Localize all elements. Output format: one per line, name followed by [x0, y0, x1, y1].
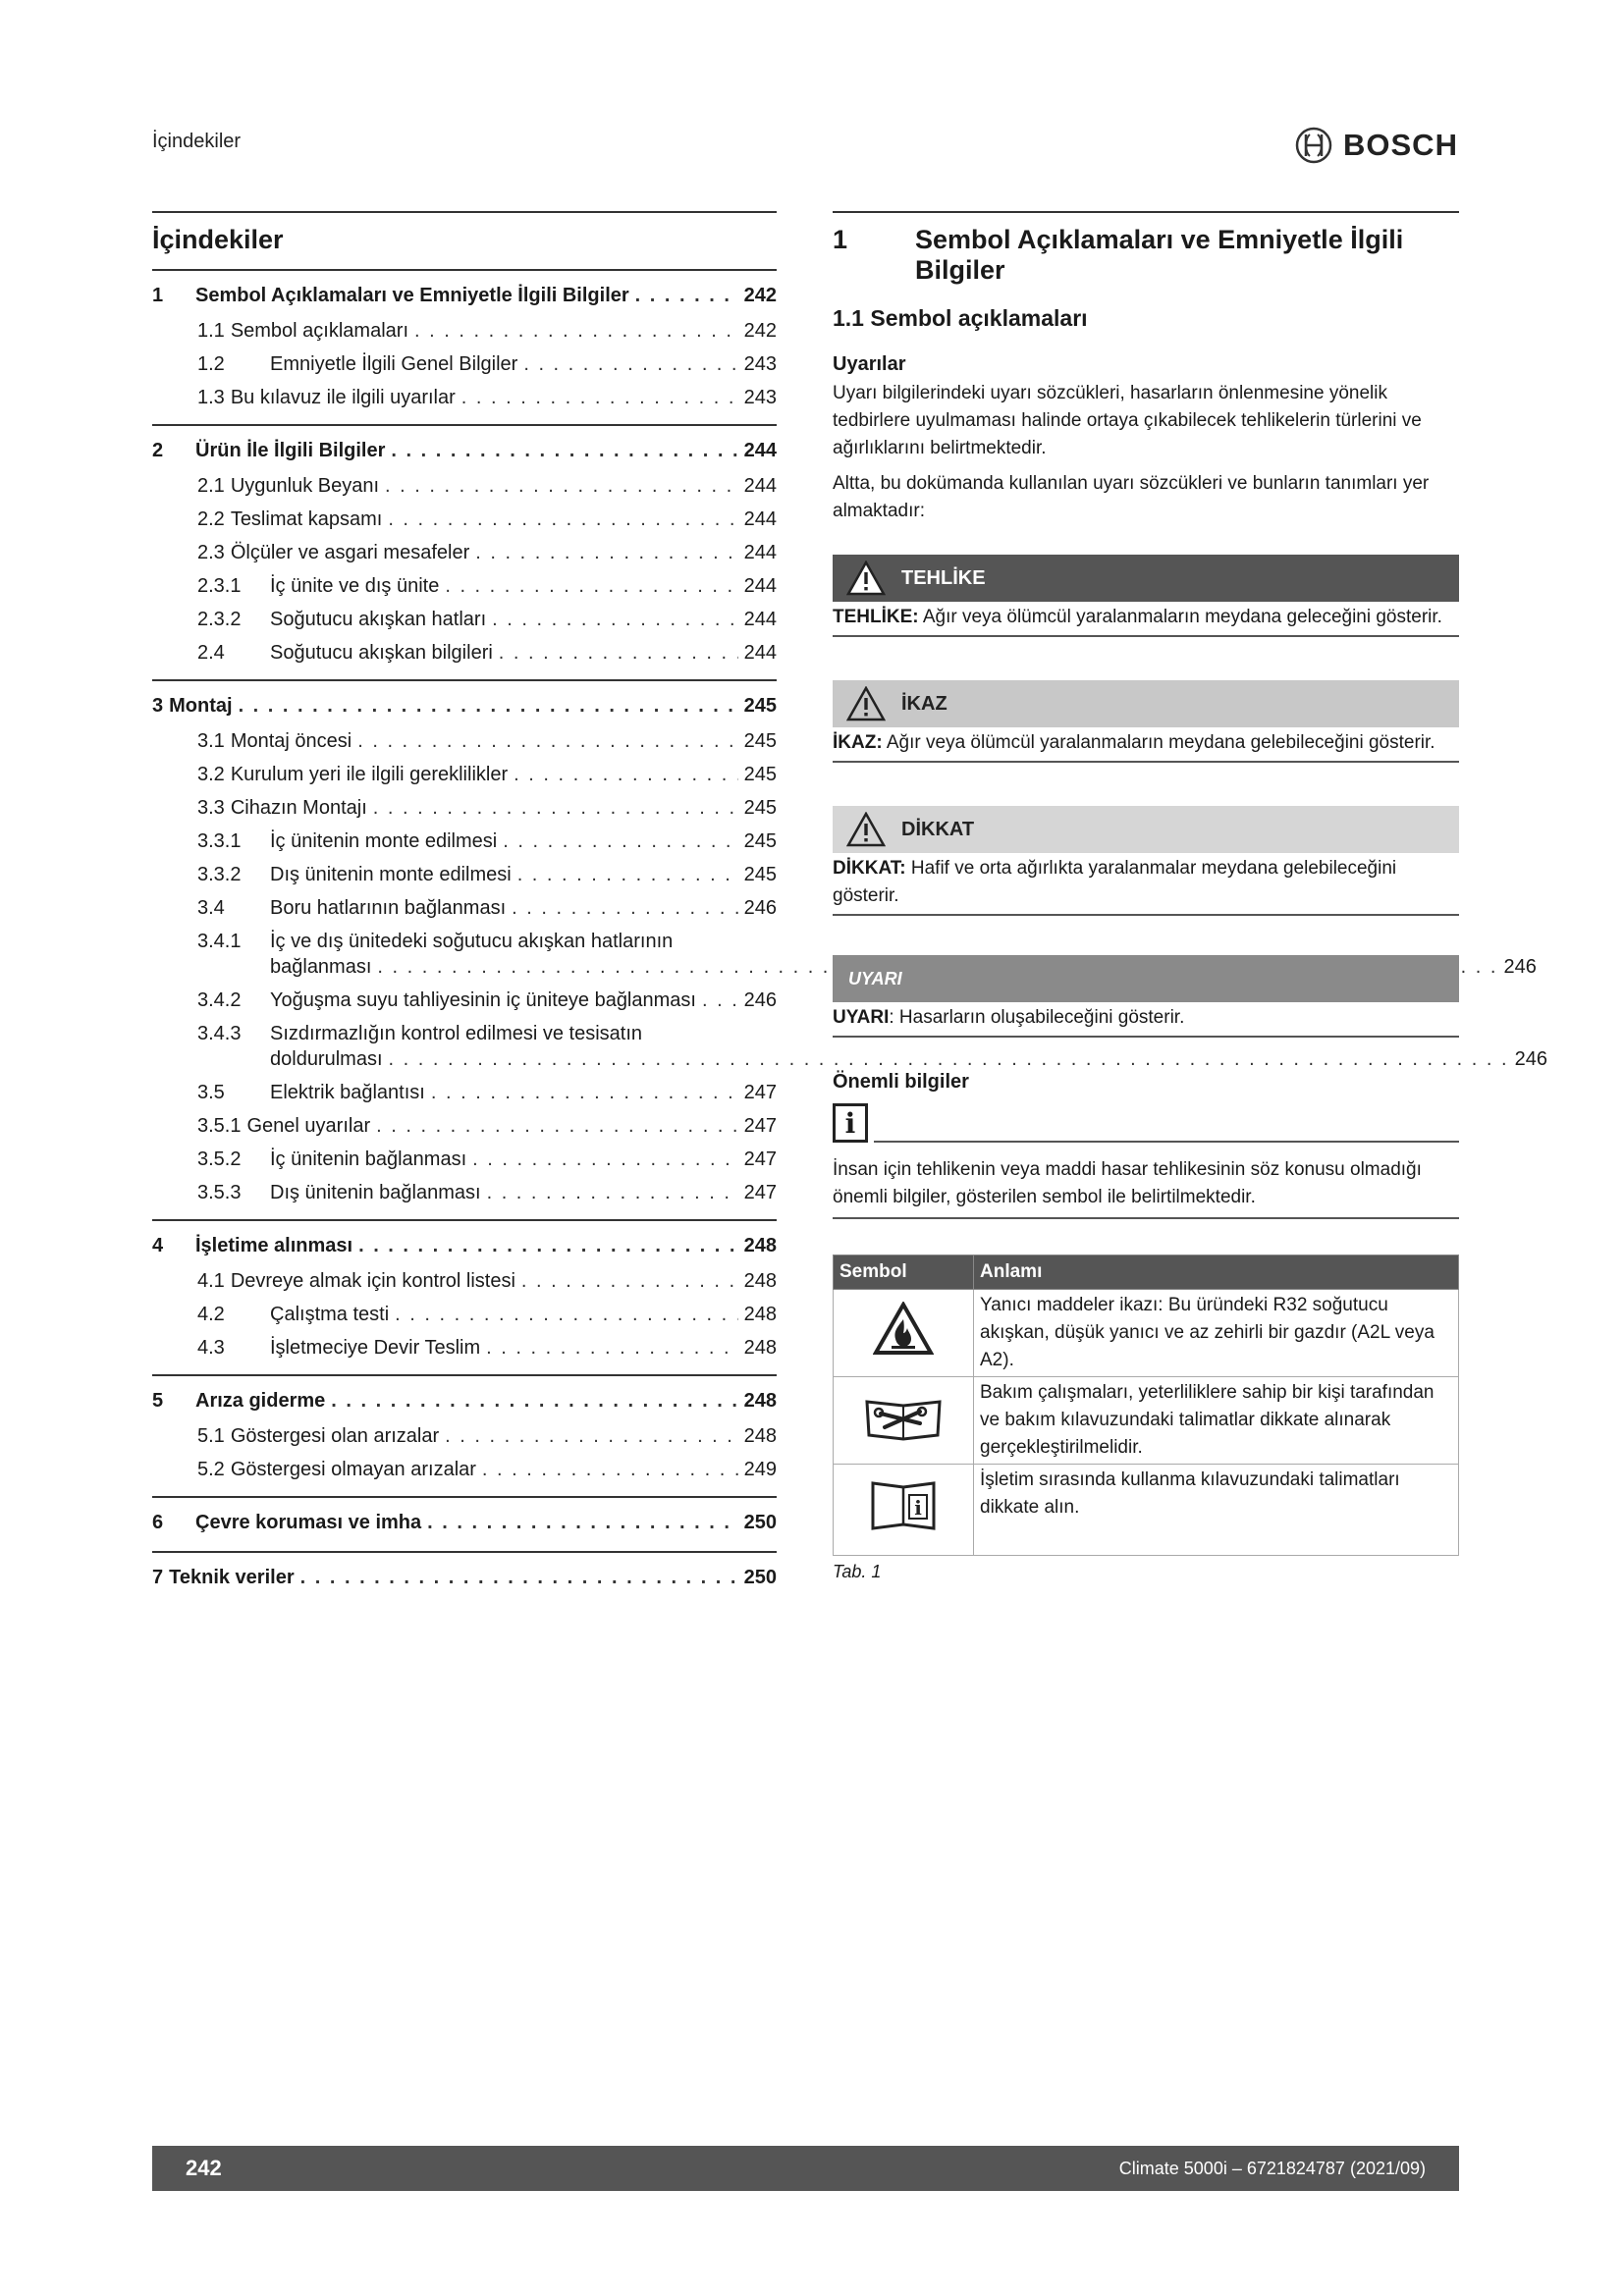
toc-section: [152, 1219, 777, 1374]
toc-page-number: 245: [743, 864, 777, 885]
dot-leader: [331, 1382, 737, 1419]
toc-page-number: 247: [743, 1115, 777, 1137]
toc-entry-title: Teslimat kapsamı: [230, 508, 383, 530]
toc-entry-number: 3.5: [197, 1082, 225, 1103]
toc-section-number: 7: [152, 1567, 164, 1588]
toc-entry-title: Genel uyarılar: [246, 1115, 371, 1137]
toc-entry-title: Soğutucu akışkan bilgileri: [270, 642, 493, 664]
dot-leader: [431, 1076, 738, 1109]
toc-page-number: 248: [743, 1270, 777, 1292]
toc-entry-number: 2.2: [197, 508, 225, 530]
toc-entry-title: İç ünite ve dış ünite: [270, 575, 440, 597]
toc-section-number: 2: [152, 440, 164, 461]
toc-entry-title: Devreye almak için kontrol listesi: [230, 1270, 515, 1292]
toc-page-number: 244: [743, 440, 777, 461]
table-row: [834, 1465, 1459, 1556]
dot-leader: [521, 1264, 738, 1298]
toc-entry-title: İç ünitenin monte edilmesi: [270, 830, 498, 852]
meaning-cell: Yanıcı maddeler ikazı: Bu üründeki R32 soğutucu akışkan, düşük yanıcı ve az zehirli bir gazdır (A2L veya A2).: [974, 1290, 1459, 1377]
toc-entry[interactable]: [152, 1453, 777, 1486]
warning-triangle-icon: [846, 812, 886, 847]
subsection-heading: 1.1 Sembol açıklamaları: [833, 305, 1088, 331]
toc-page-number: 248: [743, 1425, 777, 1447]
dot-leader: [388, 503, 737, 536]
toc-page-number: 248: [743, 1235, 777, 1256]
toc-entry[interactable]: [152, 724, 777, 758]
toc-page-number: 247: [743, 1182, 777, 1203]
dot-leader: [239, 687, 738, 724]
toc-entry-title: Uygunluk Beyanı: [230, 475, 380, 497]
dot-leader: [523, 347, 737, 381]
toc-heading: İçindekiler: [152, 225, 284, 254]
table-row: [834, 1377, 1459, 1465]
toc-entry-number: 3.2: [197, 764, 225, 785]
toc-entry-number: 3.3: [197, 797, 225, 819]
info-symbol-row: [833, 1103, 1459, 1143]
toc-entry[interactable]: [152, 1176, 777, 1209]
toc-entry-number: 2.4: [197, 642, 225, 664]
toc-section-title: Çevre koruması ve imha: [195, 1512, 422, 1533]
symbol-table: [833, 1255, 1459, 1556]
attention-key: DİKKAT:: [833, 858, 906, 879]
toc-page-number: 246: [1514, 1048, 1547, 1070]
toc-entry[interactable]: [152, 1143, 777, 1176]
attention-bar: [833, 806, 1459, 853]
toc-entry-title: Kurulum yeri ile ilgili gereklilikler: [230, 764, 509, 785]
warning-triangle-icon: [846, 686, 886, 721]
toc-entry-number: 2.1: [197, 475, 225, 497]
toc-entry[interactable]: [152, 1298, 777, 1331]
symbol-cell: [834, 1465, 974, 1556]
toc-section: [152, 269, 777, 424]
dot-leader: [702, 984, 738, 1017]
caution-text: [833, 727, 1459, 763]
toc-entry-number: 4.3: [197, 1337, 225, 1359]
toc-page-number: 244: [743, 609, 777, 630]
toc-entry-title: İç ünitenin bağlanması: [270, 1148, 467, 1170]
toc-entry-title: İşletmeciye Devir Teslim: [270, 1337, 481, 1359]
danger-key: TEHLİKE:: [833, 607, 919, 627]
toc-page-number: 243: [743, 353, 777, 375]
toc-section: [152, 1374, 777, 1496]
toc-page-number: 248: [743, 1337, 777, 1359]
attention-desc: Hafif ve orta ağırlıkta yaralanmalar meydana gelebileceğini gösterir.: [833, 858, 1397, 906]
col-meaning: Anlamı: [974, 1255, 1459, 1290]
toc-entry[interactable]: [152, 1419, 777, 1453]
toc-entry-title: İç ve dış ünitedeki soğutucu akışkan hatlarının: [270, 931, 674, 952]
toc-entry[interactable]: [152, 791, 777, 825]
toc-entry[interactable]: [152, 603, 777, 636]
toc-section-title: Arıza giderme: [195, 1390, 326, 1412]
toc-page-number: 245: [743, 764, 777, 785]
dot-leader: [461, 381, 738, 414]
svg-text:i: i: [914, 1495, 922, 1520]
toc-entry-title: Dış ünitenin monte edilmesi: [270, 864, 512, 885]
dot-leader: [512, 891, 737, 925]
dot-leader: [492, 603, 737, 636]
toc-section-heading[interactable]: [152, 1559, 777, 1596]
warning-triangle-icon: [846, 561, 886, 596]
dot-leader: [514, 758, 738, 791]
notice-text: [833, 1002, 1459, 1038]
attention-label: DİKKAT: [901, 818, 975, 840]
section-title: Sembol Açıklamaları ve Emniyetle İlgili Bilgiler: [915, 225, 1404, 285]
toc-entry-title: Dış ünitenin bağlanması: [270, 1182, 481, 1203]
notice-bar: UYARI: [833, 955, 1459, 1002]
toc-entry[interactable]: [152, 636, 777, 669]
toc-section-title: İşletime alınması: [195, 1235, 353, 1256]
toc-entry[interactable]: [152, 569, 777, 603]
toc-page-number: 244: [743, 508, 777, 530]
toc-section-number: 3: [152, 695, 164, 717]
brand-name: BOSCH: [1343, 128, 1458, 162]
toc-entry-number: 1.1: [197, 320, 225, 342]
toc-page-number: 247: [743, 1082, 777, 1103]
section-heading: [833, 225, 1459, 286]
service-manual-icon: [861, 1392, 946, 1441]
dot-leader: [517, 858, 738, 891]
attention-notice: [833, 806, 1459, 916]
symbol-explanations: [833, 211, 1459, 1582]
caution-notice: [833, 680, 1459, 763]
toc-entry-title: Soğutucu akışkan hatları: [270, 609, 487, 630]
toc-entry-number: 3.5.2: [197, 1148, 242, 1170]
toc-page-number: 246: [743, 897, 777, 919]
dot-leader: [472, 1143, 737, 1176]
danger-text: [833, 602, 1459, 637]
toc-entry-title: Montaj öncesi: [230, 730, 352, 752]
important-info-text: İnsan için tehlikenin veya maddi hasar tehlikesinin söz konusu olmadığı önemli bilgiler, gösterilen sembol ile belirtilmektedir.: [833, 1143, 1459, 1219]
symbol-cell: [834, 1377, 974, 1465]
toc-entry-number: 1.2: [197, 353, 225, 375]
col-symbol: Sembol: [834, 1255, 974, 1290]
toc-entry-title: Göstergesi olmayan arızalar: [230, 1459, 476, 1480]
toc-entry[interactable]: [152, 314, 777, 347]
toc-page-number: 250: [743, 1567, 777, 1588]
toc-page-number: 244: [743, 475, 777, 497]
toc-section-title: Ürün İle İlgili Bilgiler: [195, 440, 386, 461]
notice-key: UYARI: [833, 1007, 890, 1028]
flammable-warning-icon: [873, 1302, 934, 1357]
toc-entry-title: Sembol açıklamaları: [230, 320, 408, 342]
warnings-heading: Uyarılar: [833, 353, 906, 375]
toc-section-title: Sembol Açıklamaları ve Emniyetle İlgili Bilgiler: [195, 285, 629, 306]
operating-manual-icon: [869, 1479, 938, 1532]
dot-leader: [445, 569, 737, 603]
dot-leader: [486, 1331, 738, 1364]
toc-entry[interactable]: [152, 1264, 777, 1298]
table-caption: Tab. 1: [833, 1562, 882, 1581]
toc-page-number: 250: [743, 1512, 777, 1533]
toc-section-number: 6: [152, 1512, 164, 1533]
danger-label: TEHLİKE: [901, 566, 986, 589]
toc-entry-title: Elektrik bağlantısı: [270, 1082, 425, 1103]
toc-section-number: 1: [152, 285, 164, 306]
important-info-heading: Önemli bilgiler: [833, 1071, 969, 1093]
toc-entry[interactable]: [152, 503, 777, 536]
toc-entry-number: 4.2: [197, 1304, 225, 1325]
toc-entry-number: 2.3.1: [197, 575, 242, 597]
toc-entry-number: 3.5.1: [197, 1115, 242, 1137]
dot-leader: [391, 432, 737, 469]
toc-entry-title-cont: bağlanması: [270, 956, 372, 978]
toc-section-heading[interactable]: [152, 1382, 777, 1419]
toc-page-number: 242: [743, 320, 777, 342]
dot-leader: [300, 1559, 738, 1596]
toc-page-number: 245: [743, 830, 777, 852]
info-icon: i: [833, 1103, 868, 1143]
toc-entry-title: Boru hatlarının bağlanması: [270, 897, 507, 919]
toc-page-number: 246: [1503, 956, 1537, 978]
toc-entry[interactable]: [152, 381, 777, 414]
toc-entry[interactable]: [152, 1331, 777, 1364]
toc-section-heading[interactable]: [152, 687, 777, 724]
running-header: İçindekiler: [152, 131, 242, 152]
symbol-cell: [834, 1290, 974, 1377]
toc-entry[interactable]: [152, 858, 777, 891]
dot-leader: [373, 791, 738, 825]
bosch-armature-icon: [1294, 126, 1333, 165]
toc-page-number: 245: [743, 797, 777, 819]
toc-entry-number: 4.1: [197, 1270, 225, 1292]
toc-entry-title: Yoğuşma suyu tahliyesinin iç üniteye bağlanması: [270, 989, 696, 1011]
toc-entry[interactable]: [152, 891, 777, 925]
toc-entry[interactable]: [152, 758, 777, 791]
toc-section-title: Teknik veriler: [169, 1567, 295, 1588]
toc-page-number: 244: [743, 542, 777, 563]
caution-key: İKAZ:: [833, 732, 883, 753]
toc-section-heading[interactable]: [152, 432, 777, 469]
toc-entry-number: 3.5.3: [197, 1182, 242, 1203]
dot-leader: [445, 1419, 737, 1453]
toc-page-number: 244: [743, 642, 777, 664]
meaning-cell: İşletim sırasında kullanma kılavuzundaki talimatları dikkate alın.: [974, 1465, 1459, 1556]
dot-leader: [482, 1453, 738, 1486]
toc-section: [152, 1551, 777, 1606]
toc-entry-number: 2.3.2: [197, 609, 242, 630]
toc-section: [152, 424, 777, 679]
toc-entry-number: 3.3.1: [197, 830, 242, 852]
toc-entry-title: Cihazın Montajı: [230, 797, 367, 819]
table-row: [834, 1290, 1459, 1377]
dot-leader: [635, 277, 738, 314]
toc-entry-number: 5.2: [197, 1459, 225, 1480]
toc-entry-number: 1.3: [197, 387, 225, 408]
warnings-intro: Uyarı bilgilerindeki uyarı sözcükleri, hasarların önlenmesine yönelik tedbirlere uyulmaması halinde ortaya çıkabilecek tehlikelerin türlerini ve ağırlıklarını belirtmektedir.: [833, 383, 1422, 458]
dot-leader: [385, 469, 738, 503]
page-number: 242: [186, 2156, 222, 2180]
dot-leader: [358, 1227, 738, 1264]
toc-page-number: 245: [743, 695, 777, 717]
attention-text: [833, 853, 1459, 916]
meaning-cell: Bakım çalışmaları, yeterliliklere sahip bir kişi tarafından ve bakım kılavuzundaki talimatlar dikkate alınarak gerçekleştirilmelidir.: [974, 1377, 1459, 1465]
document-reference: Climate 5000i – 6721824787 (2021/09): [1118, 2158, 1426, 2178]
section-number: 1: [833, 225, 848, 254]
dot-leader: [395, 1298, 737, 1331]
caution-desc: Ağır veya ölümcül yaralanmaların meydana gelebileceğini gösterir.: [882, 732, 1435, 753]
dot-leader: [475, 536, 737, 569]
warnings-intro-2: Altta, bu dokümanda kullanılan uyarı sözcükleri ve bunların tanımları yer almaktadır:: [833, 473, 1430, 521]
caution-label: İKAZ: [901, 692, 947, 715]
toc-page-number: 244: [743, 575, 777, 597]
dot-leader: [414, 314, 738, 347]
toc-entry[interactable]: [152, 984, 777, 1017]
page-footer: [152, 2146, 1459, 2191]
toc-entry-title: Ölçüler ve asgari mesafeler: [230, 542, 470, 563]
toc-entry-title: Bu kılavuz ile ilgili uyarılar: [230, 387, 456, 408]
toc-page-number: 248: [743, 1390, 777, 1412]
toc-entry-title: Göstergesi olan arızalar: [230, 1425, 440, 1447]
toc-entry[interactable]: [152, 536, 777, 569]
toc-page-number: 249: [743, 1459, 777, 1480]
notice-notice: [833, 955, 1459, 1038]
toc-entry[interactable]: [152, 347, 777, 381]
toc-section-heading[interactable]: [152, 277, 777, 314]
toc-section-heading[interactable]: [152, 1227, 777, 1264]
caution-bar: [833, 680, 1459, 727]
toc-entry-number: 3.1: [197, 730, 225, 752]
dot-leader: [503, 825, 737, 858]
toc-entry-number: 3.4: [197, 897, 225, 919]
toc-entry-number: 3.4.2: [197, 989, 242, 1011]
toc-entry-title: Sızdırmazlığın kontrol edilmesi ve tesisatın: [270, 1023, 643, 1044]
toc-entry-title: Çalıştma testi: [270, 1304, 390, 1325]
toc-section-heading[interactable]: [152, 1504, 777, 1541]
toc-entry-number: 3.3.2: [197, 864, 242, 885]
toc-page-number: 245: [743, 730, 777, 752]
toc-section-number: 5: [152, 1390, 164, 1412]
dot-leader: [357, 724, 737, 758]
dot-leader: [499, 636, 738, 669]
notice-desc: : Hasarların oluşabileceğini gösterir.: [889, 1007, 1185, 1028]
toc-entry[interactable]: [152, 825, 777, 858]
danger-desc: Ağır veya ölümcül yaralanmaların meydana geleceğini gösterir.: [918, 607, 1442, 627]
toc-entry[interactable]: [152, 469, 777, 503]
toc-entry-number: 5.1: [197, 1425, 225, 1447]
toc-entry-title: Emniyetle İlgili Genel Bilgiler: [270, 353, 518, 375]
toc-page-number: 246: [743, 989, 777, 1011]
toc-entry-number: 2.3: [197, 542, 225, 563]
dot-leader: [427, 1504, 738, 1541]
dot-leader: [487, 1176, 738, 1209]
toc-section-title: Montaj: [169, 695, 233, 717]
toc-page-number: 247: [743, 1148, 777, 1170]
danger-notice: [833, 555, 1459, 637]
bosch-logo: [1294, 126, 1458, 165]
toc-entry-number: 3.4.1: [197, 931, 242, 952]
toc-section: [152, 1496, 777, 1551]
toc-entry-number: 3.4.3: [197, 1023, 242, 1044]
dot-leader: [376, 1109, 738, 1143]
toc-entry-title-cont: doldurulması: [270, 1048, 383, 1070]
toc-page-number: 243: [743, 387, 777, 408]
toc-page-number: 248: [743, 1304, 777, 1325]
toc-entry[interactable]: [152, 1076, 777, 1109]
toc-section-number: 4: [152, 1235, 164, 1256]
toc-page-number: 242: [743, 285, 777, 306]
danger-bar: [833, 555, 1459, 602]
toc-entry[interactable]: [152, 1109, 777, 1143]
